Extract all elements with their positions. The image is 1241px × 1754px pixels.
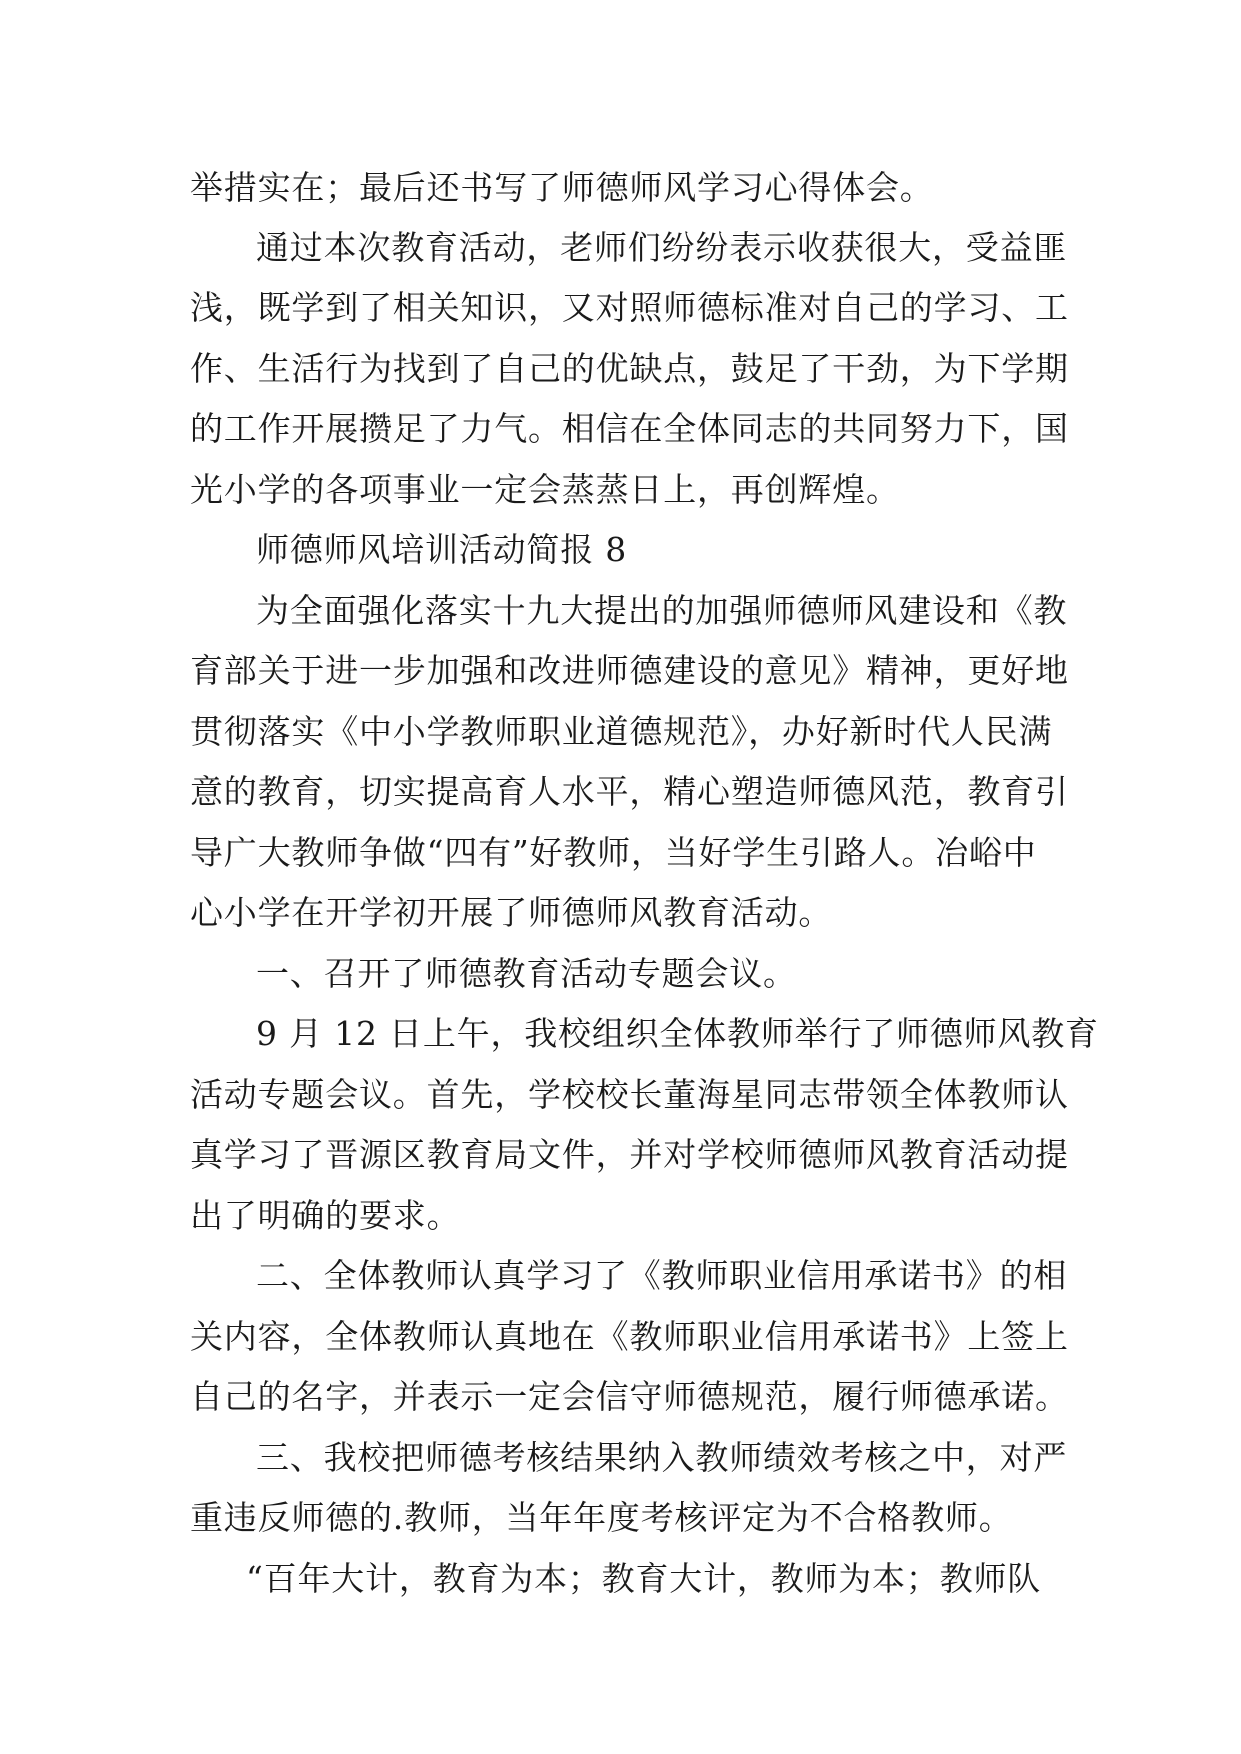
text-line: 举措实在；最后还书写了师德师风学习心得体会。 <box>190 168 934 207</box>
text-line: 为全面强化落实十九大提出的加强师德师风建设和《教 <box>256 591 1068 630</box>
text-line: 出了明确的要求。 <box>190 1196 461 1235</box>
section-heading: 师德师风培训活动简报 8 <box>256 530 628 569</box>
text-line: 真学习了晋源区教育局文件，并对学校师德师风教育活动提 <box>190 1135 1069 1174</box>
text-line: 作、生活行为找到了自己的优缺点，鼓足了干劲，为下学期 <box>190 349 1069 388</box>
text-line: 的工作开展攒足了力气。相信在全体同志的共同努力下，国 <box>190 409 1069 448</box>
text-line: 通过本次教育活动，老师们纷纷表示收获很大，受益匪 <box>256 228 1068 267</box>
text-line: 9 月 12 日上午，我校组织全体教师举行了师德师风教育 <box>256 1014 1099 1053</box>
text-line: 三、我校把师德考核结果纳入教师绩效考核之中，对严 <box>256 1438 1068 1477</box>
text-line: “百年大计，教育为本；教育大计，教师为本；教师队 <box>246 1559 1042 1598</box>
text-line: 意的教育，切实提高育人水平，精心塑造师德风范，教育引 <box>190 772 1069 811</box>
text-line: 光小学的各项事业一定会蒸蒸日上，再创辉煌。 <box>190 470 900 509</box>
text-line: 重违反师德的.教师，当年年度考核评定为不合格教师。 <box>190 1498 1013 1537</box>
text-line: 活动专题会议。首先，学校校长董海星同志带领全体教师认 <box>190 1075 1069 1114</box>
text-line: 育部关于进一步加强和改进师德建设的意见》精神，更好地 <box>190 651 1069 690</box>
text-line: 浅，既学到了相关知识，又对照师德标准对自己的学习、工 <box>190 288 1069 327</box>
text-line: 自己的名字，并表示一定会信守师德规范，履行师德承诺。 <box>190 1377 1069 1416</box>
text-line: 关内容，全体教师认真地在《教师职业信用承诺书》上签上 <box>190 1317 1069 1356</box>
text-line: 心小学在开学初开展了师德师风教育活动。 <box>190 893 833 932</box>
text-line: 导广大教师争做“四有”好教师，当好学生引路人。冶峪中 <box>190 833 1037 872</box>
text-line: 一、召开了师德教育活动专题会议。 <box>256 954 797 993</box>
text-line: 贯彻落实《中小学教师职业道德规范》，办好新时代人民满 <box>190 712 1053 751</box>
text-line: 二、全体教师认真学习了《教师职业信用承诺书》的相 <box>256 1256 1068 1295</box>
